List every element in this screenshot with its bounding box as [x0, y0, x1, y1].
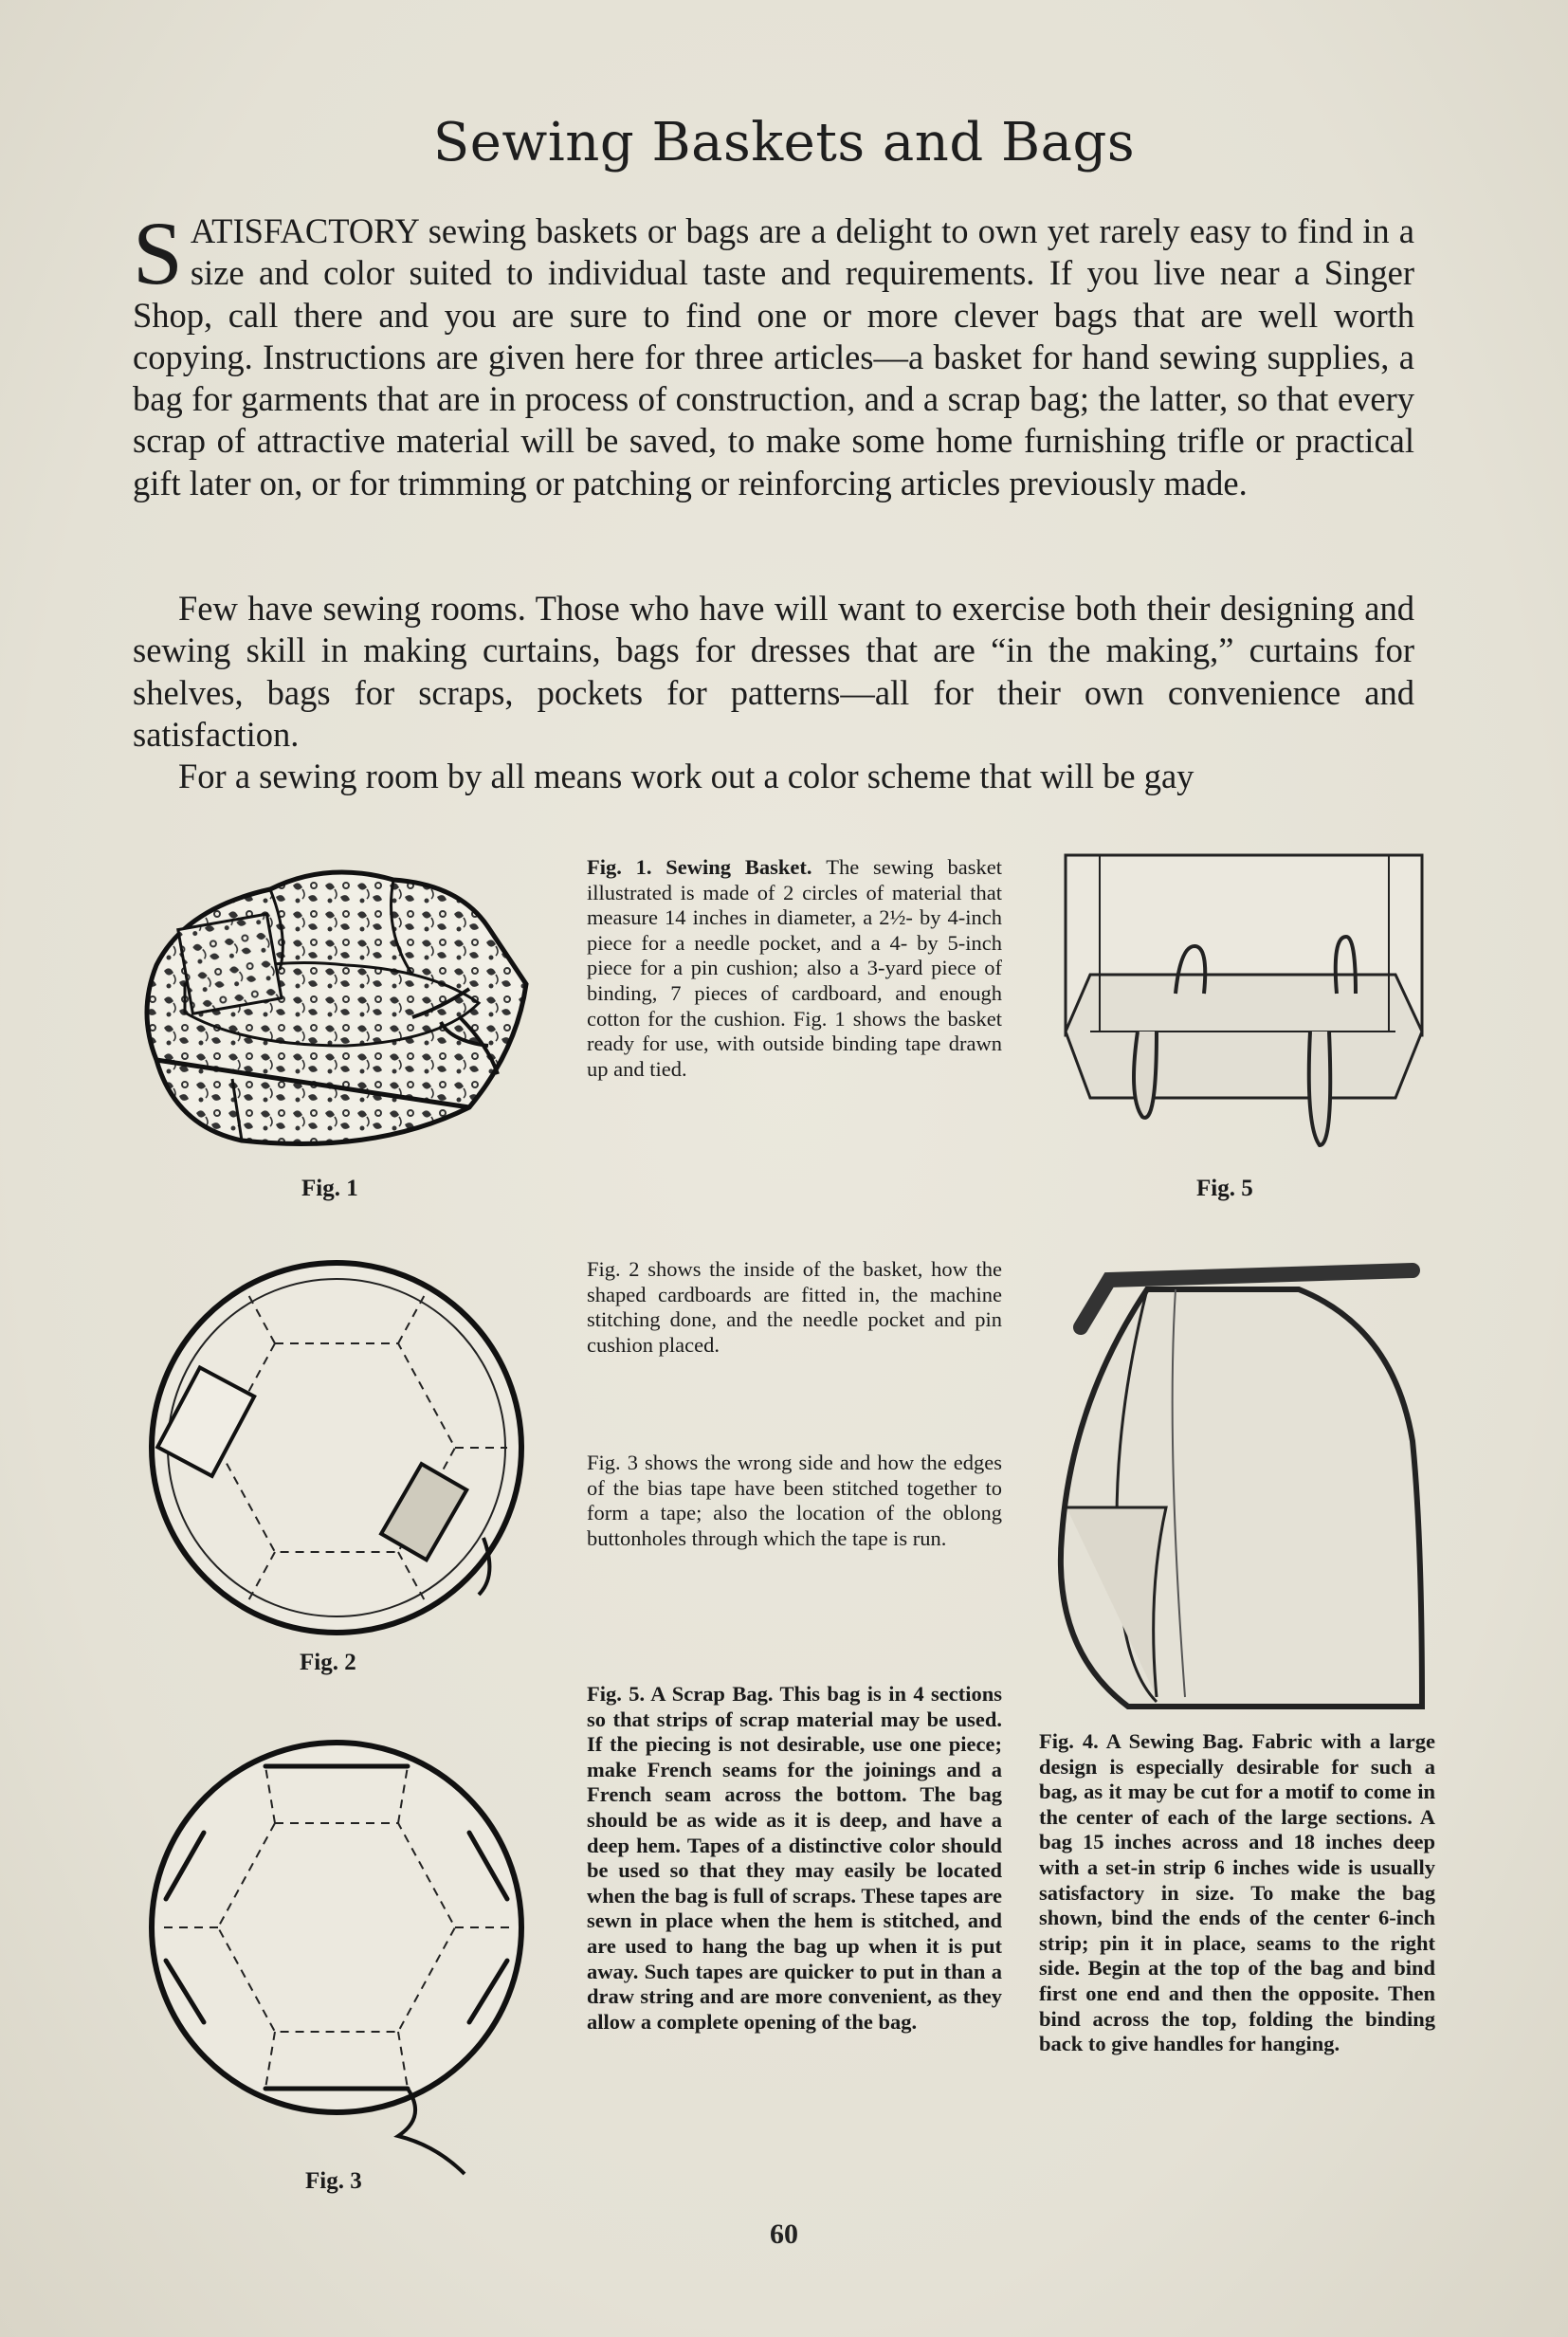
fig1-caption-lead: Fig. 1. Sewing Basket. [587, 855, 812, 879]
fig5-caption-lead: Fig. 5. A Scrap Bag. [587, 1682, 774, 1706]
fig1-label: Fig. 1 [301, 1176, 358, 1201]
drop-cap: S [133, 203, 183, 303]
fig5-scrap-bag-illustration [1062, 851, 1427, 1164]
page-number: 60 [770, 2218, 798, 2250]
fig5-caption-text: This bag is in 4 sections so that strips of scrap material may be used. If the piecing is not desirable, use one piece; make French seams for the joinings and a French seam across the bottom. The bag should be as wide as it is deep, and have a deep hem. Tapes of a distinctive color should be used so that they may easily be located when the bag is full of scraps. These tapes are sewn in place when the hem is stitched, and are used to hang the bag up when it is put away. Such tapes are quicker to put in than a draw string and are more convenient, as they allow a complete opening of the bag. [587, 1682, 1002, 2034]
fig4-caption [1039, 1729, 1435, 2057]
fig1-caption-text: The sewing basket illustrated is made of 2 circles of material that measure 14 inches in diameter, a 2½- by 4-inch piece for a needle pocket, and a 4- by 5-inch piece for a pin cushion; also a 3-yard piece of binding, 7 pieces of cardboard, and enough cotton for the cushion. Fig. 1 shows the basket ready for use, with outside binding tape drawn up and tied. [587, 855, 1003, 1081]
fig2-basket-inside-illustration [142, 1253, 540, 1652]
third-paragraph: For a sewing room by all means work out a color scheme that will be gay [178, 757, 1194, 795]
fig1-caption [587, 855, 1002, 1082]
fig3-label: Fig. 3 [305, 2168, 362, 2194]
fig4-sewing-bag-illustration [1052, 1251, 1431, 1711]
fig2-label: Fig. 2 [300, 1650, 356, 1675]
fig4-caption-text: Fabric with a large design is especially desirable for such a bag, as it may be cut for a motif to come in the center of each of the large sections. A bag 15 inches across and 18 inches deep with a set-in strip 6 inches wide is usually satisfactory in size. To make the bag shown, bind the ends of the center 6-inch strip; pin it in place, seams to the right side. Begin at the top of the bag and bind first one end and then the opposite. Then bind across the top, folding the binding back to give handles for hanging. [1039, 1729, 1435, 2056]
fig4-caption-lead: Fig. 4. A Sewing Bag. [1039, 1729, 1244, 1753]
fig5-label: Fig. 5 [1196, 1176, 1253, 1201]
fig1-basket-illustration [128, 851, 536, 1174]
page-title: Sewing Baskets and Bags [432, 112, 1136, 173]
fig5-caption [587, 1682, 1002, 2035]
intro-paragraph-text: ATISFACTORY sewing baskets or bags are a delight to own yet rarely easy to find in a size and color suited to individual taste and requirements. If you live near a Singer Shop, call there and you are sure to find one or more clever bags that are well worth copying. Instructions are given here for three articles—a basket for hand sewing supplies, a bag for garments that are in process of construction, and a scrap bag; the latter, so that every scrap of attractive material will be saved, to make some home furnishing trifle or practical gift later on, or for trimming or patching or reinforcing articles previously made. [133, 211, 1414, 502]
fig3-caption: Fig. 3 shows the wrong side and how the edges of the bias tape have been stitched together to form a tape; also the location of the oblong buttonholes through which the tape is run. [587, 1451, 1002, 1550]
second-paragraph: Few have sewing rooms. Those who have will want to exercise both their designing and sewing skill in making curtains, bags for dresses that are “in the making,” curtains for shelves, bags for scraps, pockets for patterns—all for their own convenience and satisfaction. [133, 589, 1414, 754]
fig2-caption: Fig. 2 shows the inside of the basket, how the shaped cardboards are fitted in, the machine stitching done, and the needle pocket and pin cushion placed. [587, 1257, 1002, 1357]
fig3-wrong-side-illustration [142, 1728, 540, 2183]
intro-paragraph [133, 203, 1414, 504]
